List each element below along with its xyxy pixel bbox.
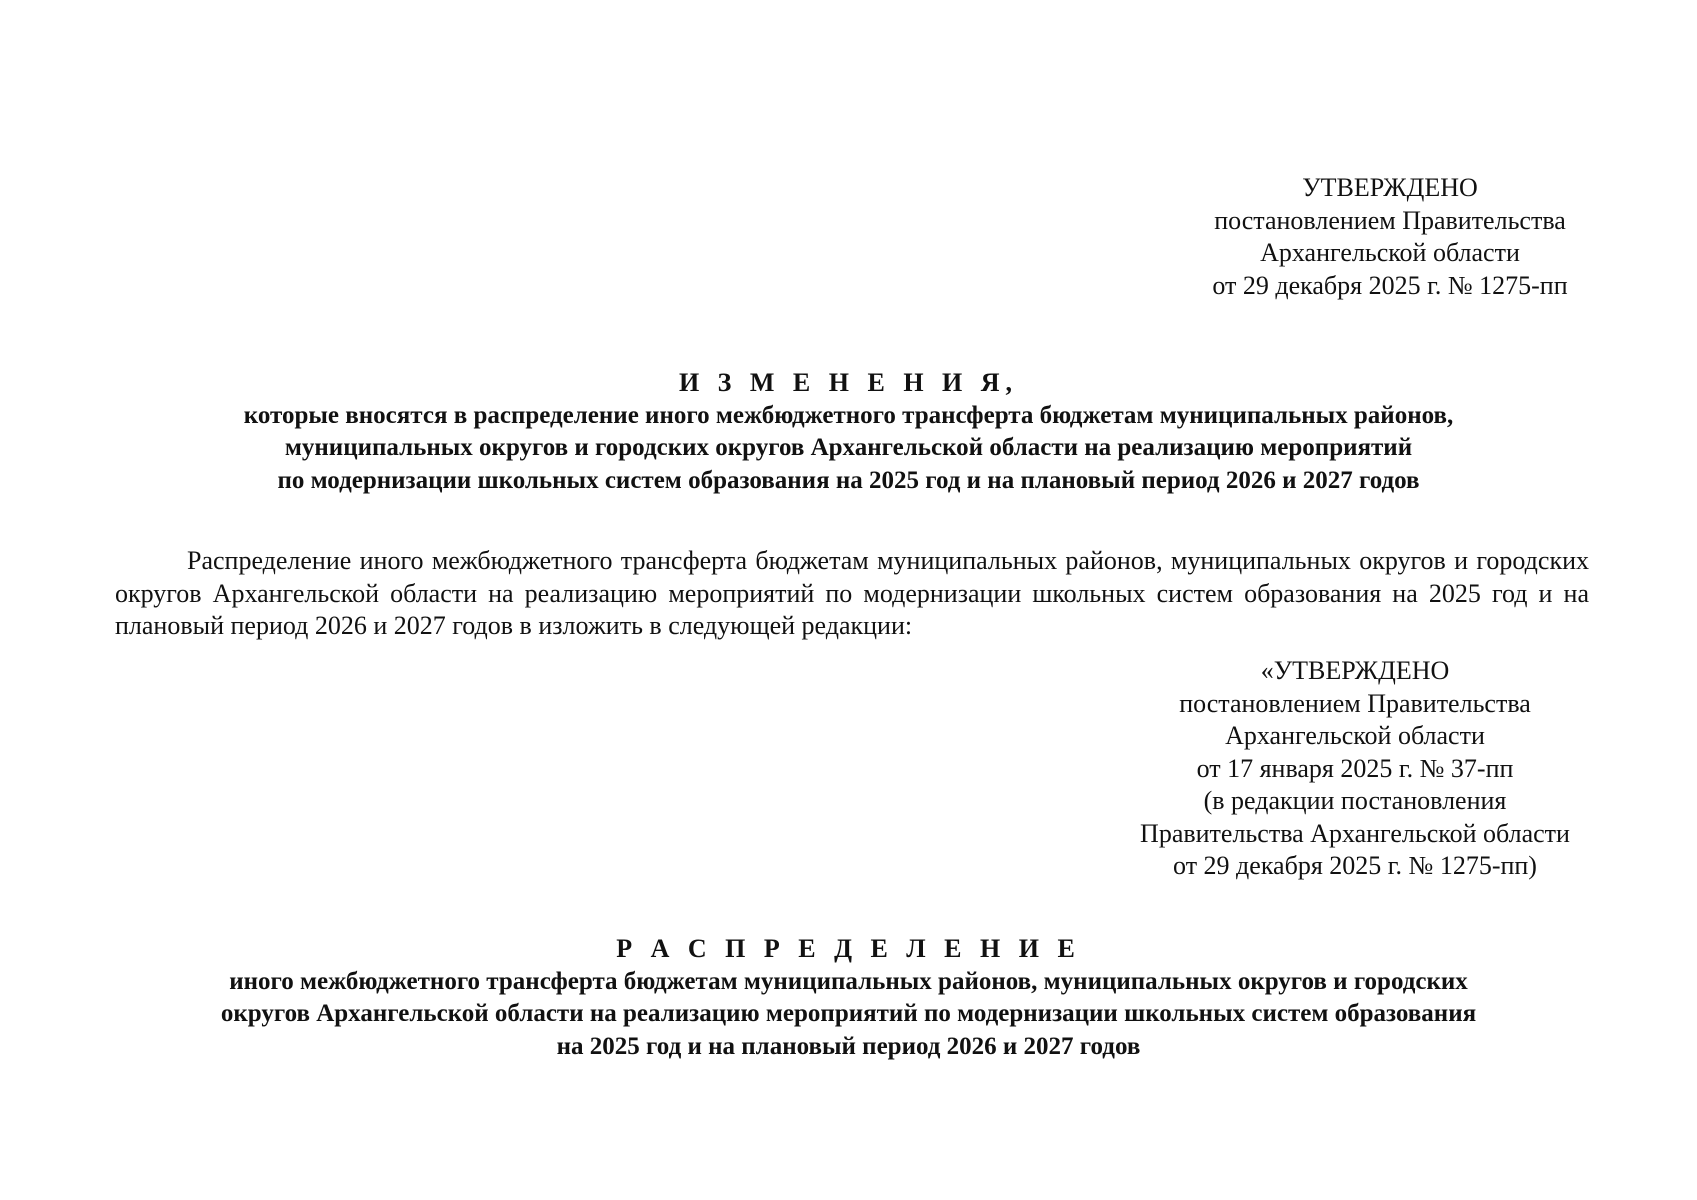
changes-subtitle-line: которые вносятся в распределение иного межбюджетного трансферта бюджетам муниципальных районов, [243, 401, 1454, 429]
distribution-heading [0, 933, 1697, 1063]
quoted-approval-revision-issuer: Правительства Архангельской области [1140, 818, 1570, 848]
quoted-approval-issuer: постановлением Правительства [1179, 688, 1531, 718]
quoted-approval-label: «УТВЕРЖДЕНО [1260, 656, 1450, 685]
approval-issuer: постановлением Правительства [1214, 205, 1566, 235]
quoted-approval-stamp [1090, 655, 1620, 883]
approval-stamp [1160, 172, 1620, 302]
quoted-approval-date-number: от 17 января 2025 г. № 37-пп [1196, 753, 1514, 783]
changes-heading [0, 367, 1697, 497]
distribution-subtitle-line: на 2025 год и на плановый период 2026 и 2027 годов [556, 1032, 1141, 1060]
changes-subtitle-line: муниципальных округов и городских округов Архангельской области на реализацию мероприятий [284, 434, 1413, 461]
quoted-approval-revision: (в редакции постановления [1203, 786, 1507, 815]
body-paragraph: Распределение иного межбюджетного трансферта бюджетам муниципальных районов, муниципальных округов и городских округов Архангельской области на реализацию мероприятий по модернизации школьных систем образования на 2025 год и на плановый период 2026 и 2027 годов в изложить в следующей редакции: [115, 546, 1589, 640]
distribution-subtitle-line: иного межбюджетного трансферта бюджетам муниципальных районов, муниципальных округов и городских [229, 967, 1468, 995]
changes-subtitle-line: по модернизации школьных систем образования на 2025 год и на плановый период 2026 и 2027 годов [277, 466, 1420, 494]
distribution-subtitle-line: округов Архангельской области на реализацию мероприятий по модернизации школьных систем образования [220, 1000, 1477, 1027]
changes-title: И З М Е Н Е Н И Я, [678, 368, 1019, 397]
quoted-approval-region: Архангельской области [1225, 721, 1485, 750]
approval-date-number: от 29 декабря 2025 г. № 1275-пп [1212, 270, 1568, 300]
distribution-title: Р А С П Р Е Д Е Л Е Н И Е [616, 934, 1081, 963]
approval-region: Архангельской области [1260, 238, 1520, 267]
quoted-approval-revision-date: от 29 декабря 2025 г. № 1275-пп) [1173, 851, 1537, 880]
approval-label: УТВЕРЖДЕНО [1302, 173, 1478, 202]
